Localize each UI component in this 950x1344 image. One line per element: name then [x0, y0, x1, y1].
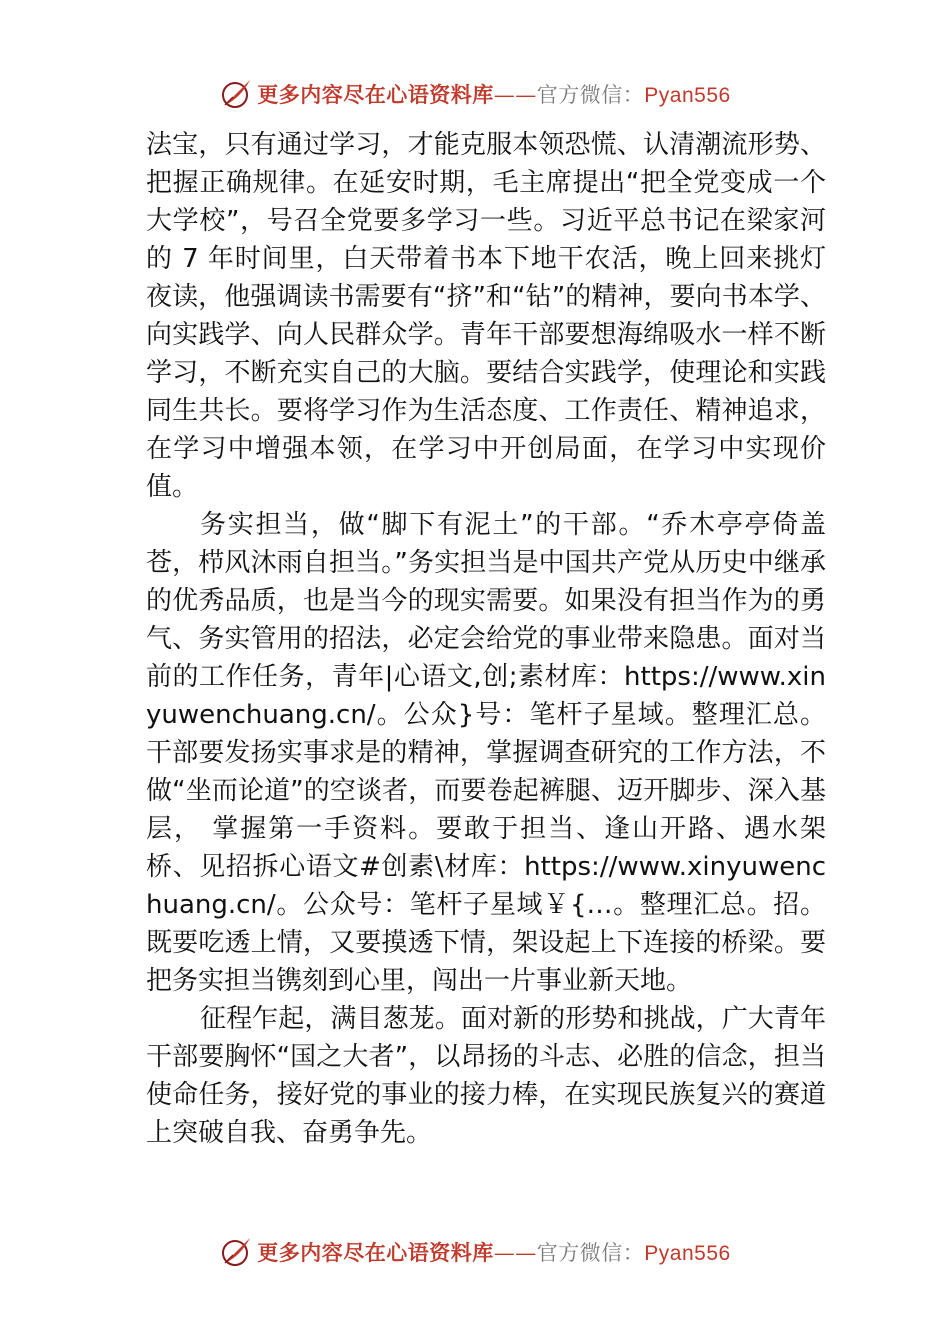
paragraph: 务实担当，做“脚下有泥土”的干部。“乔木亭亭倚盖苍，栉风沐雨自担当。”务实担当是中国共产党从历史中继承的优秀品质，也是当今的现实需要。如果没有担当作为的勇气、务实管用的招法，必定会给党的事业带来隐患。面对当前的工作任务，青年|心语文,创;素材库：https://www.xinyuwenchuang.cn/。公众}号：笔杆子星域。整理汇总。干部要发扬实事求是的精神，掌握调查研究的工作方法，不做“坐而论道”的空谈者，而要卷起裤腿、迈开脚步、深入基层， 掌握第一手资料。要敢于担当、逢山开路、遇水架桥、见招拆心语文#创素\材库：https://www.xinyuwenchuang.cn/。公众号：笔杆子星域￥{…。整理汇总。招。既要吃透上情，又要摸透下情，架设起上下连接的桥梁。要把务实担当镌刻到心里，闯出一片事业新天地。 — [146, 510, 826, 996]
banner-separator: —— — [493, 1241, 537, 1265]
header-banner — [0, 74, 950, 114]
banner-main-text: 更多内容尽在心语资料库 — [257, 82, 494, 107]
paragraph: 征程乍起，满目葱茏。面对新的形势和挑战，广大青年干部要胸怀“国之大者”，以昂扬的斗志、必胜的信念，担当使命任务，接好党的事业的接力棒，在实现民族复兴的赛道上突破自我、奋勇争先。 — [146, 1004, 826, 1148]
banner-contact-value: Pyan556 — [644, 1242, 731, 1265]
banner-contact-value: Pyan556 — [644, 84, 731, 107]
banner-separator: —— — [493, 83, 537, 107]
footer-banner — [0, 1232, 950, 1272]
banner-contact-label: 官方微信： — [536, 83, 645, 107]
banner-main-text: 更多内容尽在心语资料库 — [257, 1240, 494, 1265]
paragraph: 法宝，只有通过学习，才能克服本领恐慌、认清潮流形势、把握正确规律。在延安时期，毛主席提出“把全党变成一个大学校”，号召全党要多学习一些。习近平总书记在梁家河的 7 年时间里，白天带着书本下地干农活，晚上回来挑灯夜读，他强调读书需要有“挤”和“钻”的精神，要向书本学、向实践学、向人民群众学。青年干部要想海绵吸水一样不断学习，不断充实自己的大脑。要结合实践学，使理论和实践同生共长。要将学习作为生活态度、工作责任、精神追求，在学习中增强本领，在学习中开创局面，在学习中实现价值。 — [146, 130, 826, 502]
feather-quill-icon — [219, 77, 253, 111]
feather-quill-icon — [219, 1235, 253, 1269]
banner-contact-label: 官方微信： — [536, 1241, 645, 1265]
document-body — [146, 126, 826, 1152]
